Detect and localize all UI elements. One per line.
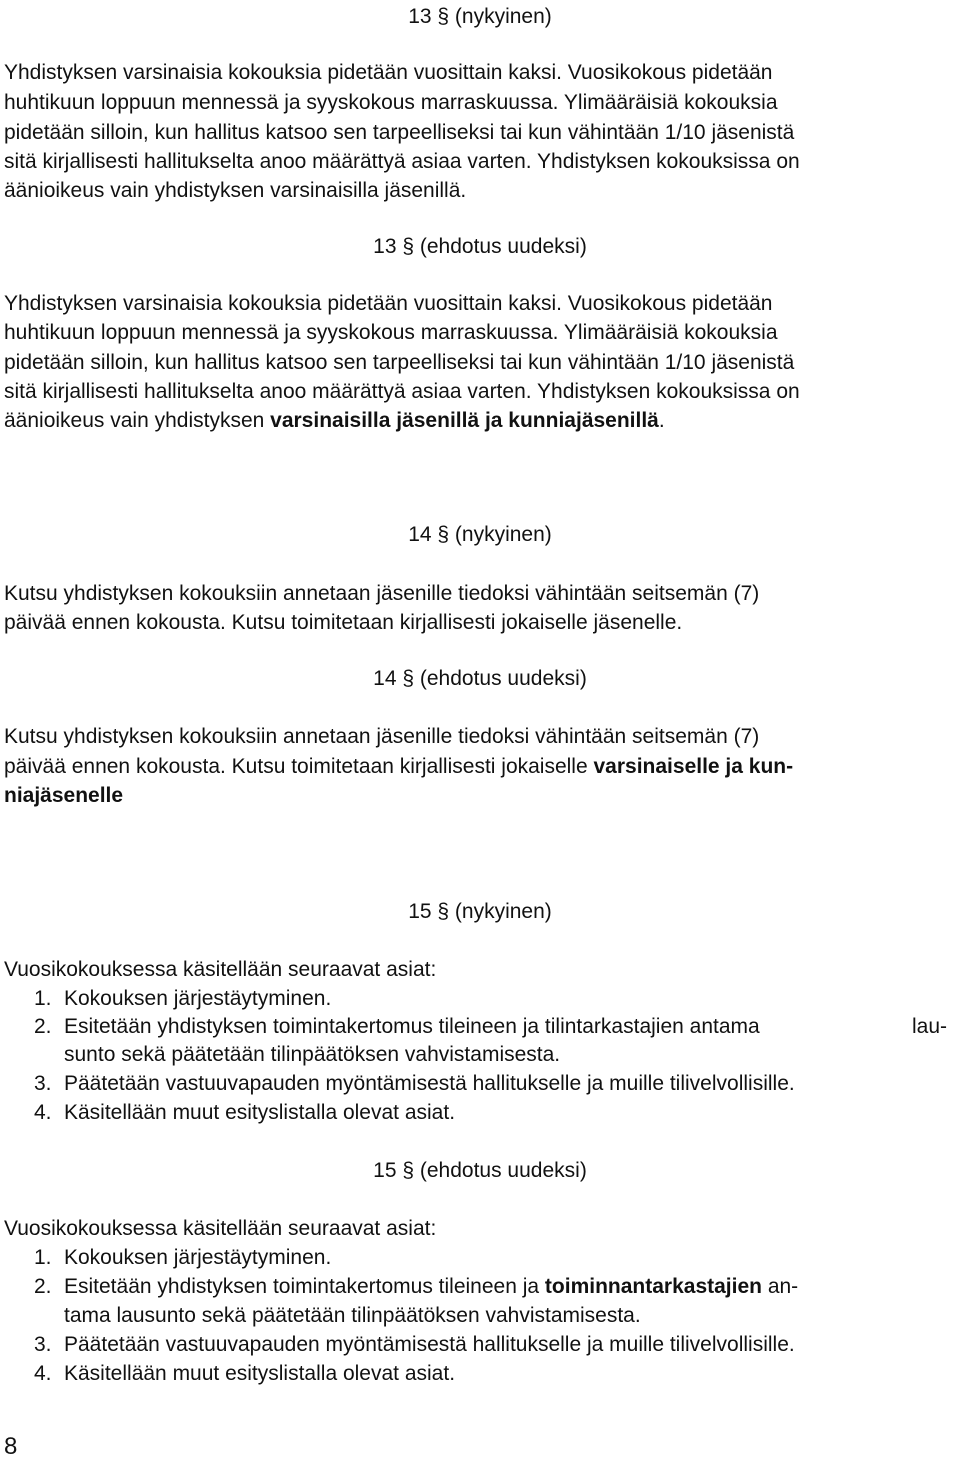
list-item: Esitetään yhdistyksen toimintakertomus tileineen ja tilintarkastajien antama	[64, 1015, 760, 1038]
list-number: 2.	[34, 1275, 52, 1298]
list-number: 1.	[34, 987, 52, 1010]
paragraph-line: huhtikuun loppuun mennessä ja syyskokous marraskuussa. Ylimääräisiä kokouksia	[4, 91, 778, 114]
bold-text-run: toiminnantarkastajien	[544, 1275, 762, 1298]
list-item: Kokouksen järjestäytyminen.	[64, 1246, 332, 1269]
text-run: .	[658, 409, 665, 432]
bold-text-run: niajäsenelle	[4, 784, 124, 807]
page-number: 8	[4, 1433, 18, 1460]
paragraph-line	[4, 781, 123, 810]
section-heading: 13 § (ehdotus uudeksi)	[373, 235, 587, 258]
list-item-continuation: sunto sekä päätetään tilinpäätöksen vahvistamisesta.	[64, 1043, 561, 1066]
list-number: 1.	[34, 1246, 52, 1269]
paragraph-line: huhtikuun loppuun mennessä ja syyskokous marraskuussa. Ylimääräisiä kokouksia	[4, 321, 778, 344]
list-intro: Vuosikokouksessa käsitellään seuraavat asiat:	[4, 958, 437, 981]
paragraph-line: Yhdistyksen varsinaisia kokouksia pidetään vuosittain kaksi. Vuosikokous pidetään	[4, 61, 773, 84]
list-item: Päätetään vastuuvapauden myöntämisestä hallitukselle ja muille tilivelvollisille.	[64, 1333, 795, 1356]
paragraph-line: päivää ennen kokousta. Kutsu toimitetaan kirjallisesti jokaiselle jäsenelle.	[4, 611, 683, 634]
list-item	[64, 1272, 798, 1301]
list-item: Käsitellään muut esityslistalla olevat asiat.	[64, 1362, 456, 1385]
paragraph-line	[4, 752, 793, 781]
paragraph-line: äänioikeus vain yhdistyksen varsinaisilla jäsenillä.	[4, 179, 467, 202]
list-item: Käsitellään muut esityslistalla olevat asiat.	[64, 1101, 456, 1124]
paragraph-line: sitä kirjallisesti hallitukselta anoo määrättyä asiaa varten. Yhdistyksen kokouksissa on	[4, 150, 800, 173]
section-heading: 15 § (nykyinen)	[408, 900, 552, 923]
text-run: an-	[761, 1275, 799, 1298]
paragraph-line: Kutsu yhdistyksen kokouksiin annetaan jäsenille tiedoksi vähintään seitsemän (7)	[4, 582, 760, 605]
bold-text-run: varsinaiselle ja kun-	[593, 755, 794, 778]
section-heading: 13 § (nykyinen)	[408, 5, 552, 28]
list-item-continuation: tama lausunto sekä päätetään tilinpäätöksen vahvistamisesta.	[64, 1304, 641, 1327]
text-run: äänioikeus vain yhdistyksen	[4, 409, 271, 432]
section-heading: 15 § (ehdotus uudeksi)	[373, 1159, 587, 1182]
list-number: 3.	[34, 1333, 52, 1356]
bold-text-run: varsinaisilla jäsenillä ja kunniajäsenillä	[270, 409, 659, 432]
section-heading: 14 § (ehdotus uudeksi)	[373, 667, 587, 690]
paragraph-line: Kutsu yhdistyksen kokouksiin annetaan jäsenille tiedoksi vähintään seitsemän (7)	[4, 725, 760, 748]
list-number: 4.	[34, 1362, 52, 1385]
list-number: 3.	[34, 1072, 52, 1095]
paragraph-line	[4, 406, 665, 435]
text-run: päivää ennen kokousta. Kutsu toimitetaan kirjallisesti jokaiselle	[4, 755, 594, 778]
text-run: Esitetään yhdistyksen toimintakertomus tileineen ja	[64, 1275, 545, 1298]
list-item: Päätetään vastuuvapauden myöntämisestä hallitukselle ja muille tilivelvollisille.	[64, 1072, 795, 1095]
paragraph-line: Yhdistyksen varsinaisia kokouksia pidetään vuosittain kaksi. Vuosikokous pidetään	[4, 292, 773, 315]
section-heading: 14 § (nykyinen)	[408, 523, 552, 546]
list-number: 2.	[34, 1015, 52, 1038]
paragraph-line: pidetään silloin, kun hallitus katsoo sen tarpeelliseksi tai kun vähintään 1/10 jäsenistä	[4, 351, 795, 374]
paragraph-line: sitä kirjallisesti hallitukselta anoo määrättyä asiaa varten. Yhdistyksen kokouksissa on	[4, 380, 800, 403]
list-item: Kokouksen järjestäytyminen.	[64, 987, 332, 1010]
list-item-hyphen-tail: lau-	[912, 1015, 948, 1038]
list-number: 4.	[34, 1101, 52, 1124]
list-intro: Vuosikokouksessa käsitellään seuraavat asiat:	[4, 1217, 437, 1240]
paragraph-line: pidetään silloin, kun hallitus katsoo sen tarpeelliseksi tai kun vähintään 1/10 jäsenistä	[4, 121, 795, 144]
